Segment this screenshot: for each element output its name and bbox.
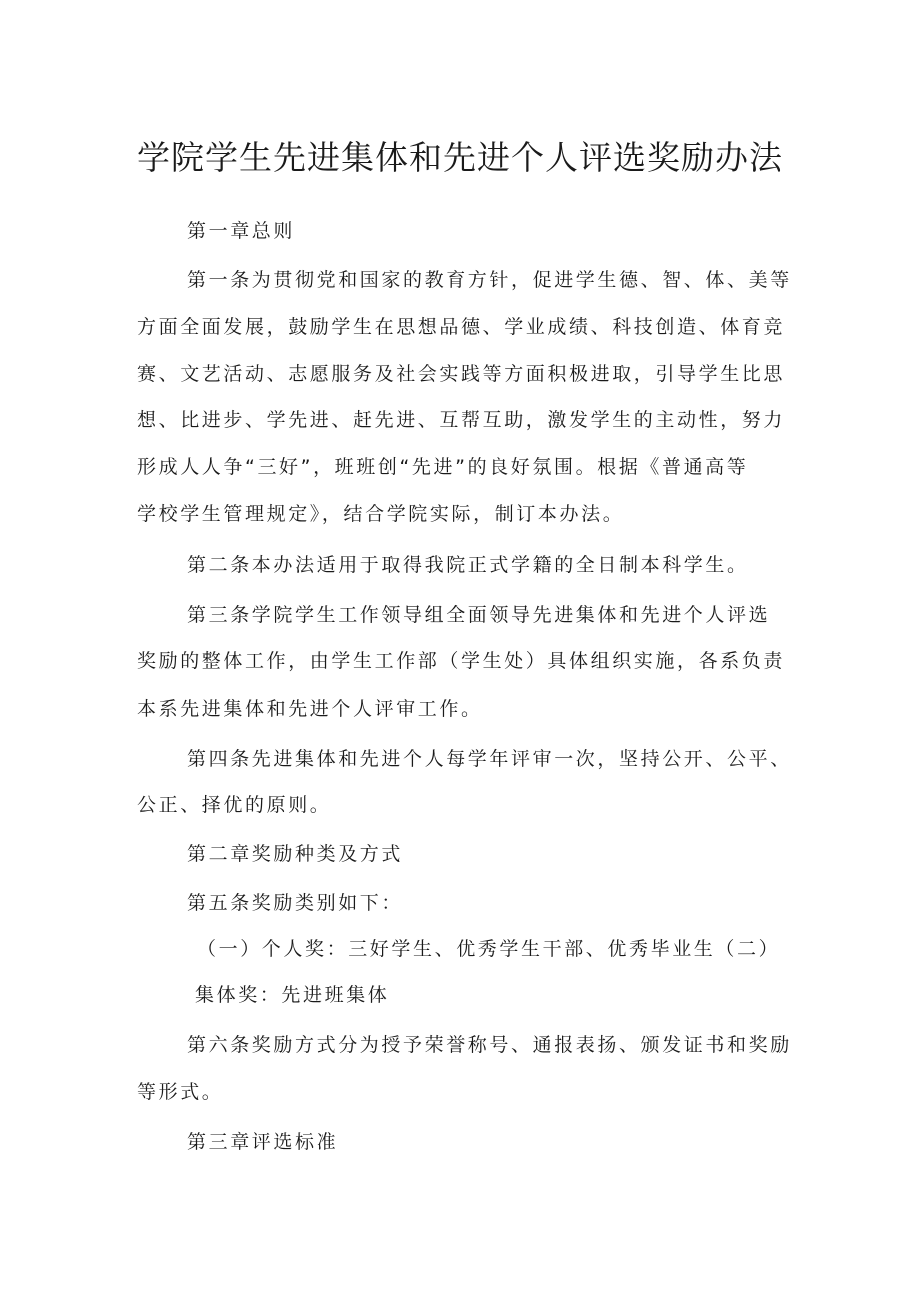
chapter-3-heading: 第三章评选标准 (187, 1131, 339, 1153)
article-4-line-1: 第四条先进集体和先进个人每学年评审一次，坚持公开、公平、 (187, 748, 792, 770)
article-6-line-2: 等形式。 (137, 1081, 224, 1103)
article-1-line-3: 赛、文艺活动、志愿服务及社会实践等方面积极进取，引导学生比思 (137, 363, 786, 385)
article-1-line-5: 形成人人争“三好”，班班创“先进”的良好氛围。根据《普通高等 (137, 456, 749, 478)
chapter-1-heading: 第一章总则 (187, 220, 296, 242)
article-3-line-3: 本系先进集体和先进个人评审工作。 (137, 698, 483, 720)
article-1-line-2: 方面全面发展，鼓励学生在思想品德、学业成绩、科技创造、体育竞 (137, 316, 786, 338)
article-3-line-2: 奖励的整体工作，由学生工作部（学生处）具体组织实施，各系负责 (137, 650, 786, 672)
article-1-line-1: 第一条为贯彻党和国家的教育方针，促进学生德、智、体、美等 (187, 269, 792, 291)
article-3-line-1: 第三条学院学生工作领导组全面领导先进集体和先进个人评选 (187, 604, 771, 626)
article-6-line-1: 第六条奖励方式分为授予荣誉称号、通报表扬、颁发证书和奖励 (187, 1034, 792, 1056)
article-1-line-6: 学校学生管理规定》，结合学院实际，制订本办法。 (137, 503, 625, 525)
article-1-line-4: 想、比进步、学先进、赶先进、互帮互助，激发学生的主动性，努力 (137, 409, 786, 431)
document-title: 学院学生先进集体和先进个人评选奖励办法 (137, 138, 783, 177)
chapter-2-heading: 第二章奖励种类及方式 (187, 843, 404, 865)
article-5-line-2: （一）个人奖：三好学生、优秀学生干部、优秀毕业生（二） (197, 938, 781, 960)
article-2-line-1: 第二条本办法适用于取得我院正式学籍的全日制本科学生。 (187, 554, 749, 576)
article-5-line-3: 集体奖：先进班集体 (195, 984, 390, 1006)
article-4-line-2: 公正、择优的原则。 (137, 794, 332, 816)
article-5-line-1: 第五条奖励类别如下： (187, 892, 404, 914)
